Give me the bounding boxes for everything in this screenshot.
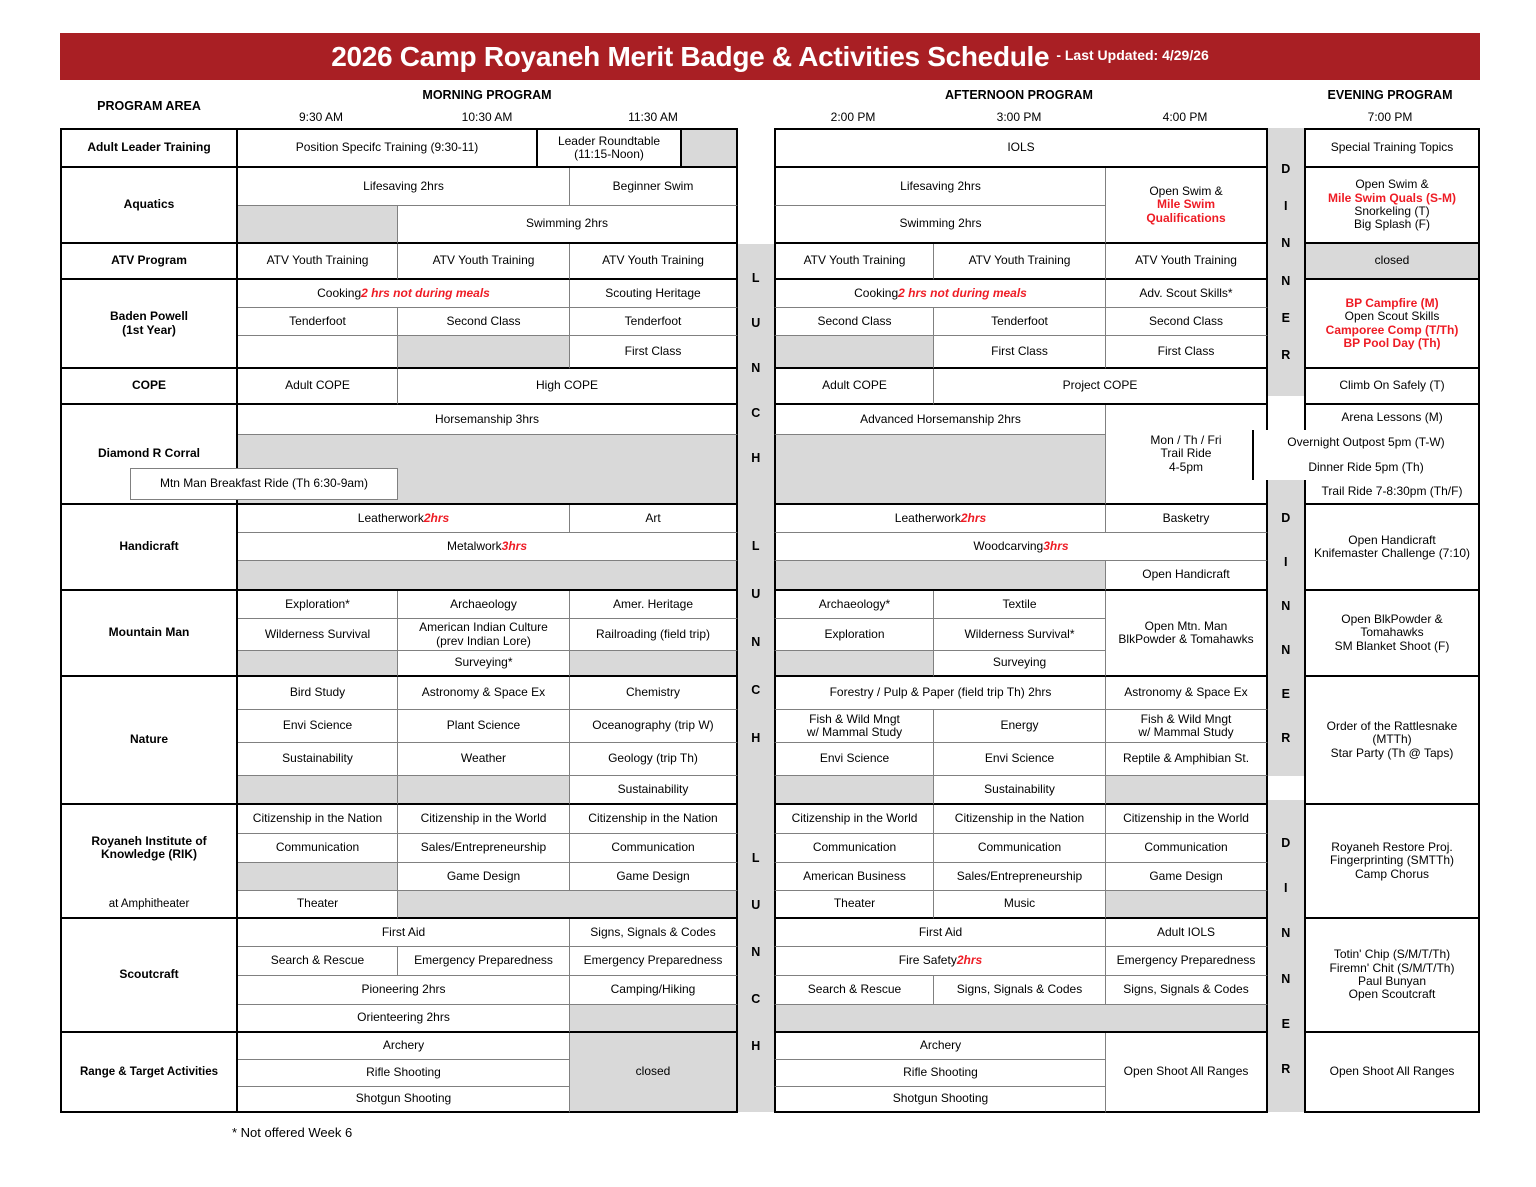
row-label-baden-powell: Baden Powell (1st Year) <box>60 280 238 369</box>
handicraft-evening-activities: Open Handicraft Knifemaster Challenge (7:10) <box>1304 505 1480 591</box>
bp-afternoon-first-class-1: First Class <box>934 336 1106 369</box>
header-time-200pm: 2:00 PM <box>830 110 876 124</box>
alt-morning-closed-cell <box>682 128 738 168</box>
cope-morning-adult: Adult COPE <box>238 369 398 405</box>
row-label-rik-amphitheater: at Amphitheater <box>60 891 238 919</box>
cope-morning-high: High COPE <box>398 369 738 405</box>
handicraft-afternoon-woodcarving: Woodcarving 3hrs <box>774 533 1268 561</box>
handicraft-afternoon-open-handicraft: Open Handicraft <box>1106 561 1268 591</box>
rik-afternoon-citizenship-nation: Citizenship in the Nation <box>934 805 1106 834</box>
aquatics-morning-closed-cell <box>238 206 398 244</box>
range-evening-open-shoot: Open Shoot All Ranges <box>1304 1033 1480 1113</box>
range-morning-archery: Archery <box>238 1033 570 1060</box>
header-time-700pm: 7:00 PM <box>1367 110 1413 124</box>
rik-morning-communication-2: Communication <box>570 834 738 863</box>
bp-morning-cooking: Cooking 2 hrs not during meals <box>238 280 570 308</box>
range-afternoon-shotgun: Shotgun Shooting <box>774 1087 1106 1113</box>
header-time-400pm: 4:00 PM <box>1162 110 1208 124</box>
range-afternoon-open-shoot: Open Shoot All Ranges <box>1106 1033 1268 1113</box>
aquatics-afternoon-open-swim: Open Swim & Mile Swim Qualifications <box>1106 168 1268 244</box>
handicraft-morning-leatherwork: Leatherwork 2hrs <box>238 505 570 533</box>
bp-afternoon-cooking: Cooking 2 hrs not during meals <box>774 280 1106 308</box>
row-label-cope: COPE <box>60 369 238 405</box>
range-afternoon-rifle: Rifle Shooting <box>774 1060 1106 1087</box>
cope-afternoon-project: Project COPE <box>934 369 1268 405</box>
nature-afternoon-sustainability: Sustainability <box>934 776 1106 805</box>
handicraft-morning-metalwork: Metalwork 3hrs <box>238 533 738 561</box>
range-afternoon-archery: Archery <box>774 1033 1106 1060</box>
aquatics-afternoon-lifesaving: Lifesaving 2hrs <box>774 168 1106 206</box>
alt-morning-leader-roundtable: Leader Roundtable (11:15-Noon) <box>538 128 682 168</box>
mtnman-morning-surveying: Surveying* <box>398 651 570 677</box>
rik-morning-citizenship-world: Citizenship in the World <box>398 805 570 834</box>
bp-afternoon-tenderfoot: Tenderfoot <box>934 308 1106 336</box>
bp-morning-scouting-heritage: Scouting Heritage <box>570 280 738 308</box>
diamondr-evening-trail-ride: Trail Ride 7-8:30pm (Th/F) <box>1304 480 1480 505</box>
mtnman-morning-amer-heritage: Amer. Heritage <box>570 591 738 619</box>
handicraft-afternoon-basketry: Basketry <box>1106 505 1268 533</box>
rik-afternoon-communication-3: Communication <box>1106 834 1268 863</box>
nature-morning-chemistry: Chemistry <box>570 677 738 710</box>
nature-afternoon-closed-cell-1 <box>774 776 934 805</box>
header-time-1130am: 11:30 AM <box>628 110 678 124</box>
rik-morning-communication-1: Communication <box>238 834 398 863</box>
rik-afternoon-game-design: Game Design <box>1106 863 1268 891</box>
scoutcraft-morning-emergency-prep-1: Emergency Preparedness <box>398 947 570 976</box>
bp-morning-empty <box>238 336 398 369</box>
diamondr-evening-dinner-ride: Dinner Ride 5pm (Th) <box>1252 455 1480 480</box>
cope-afternoon-adult: Adult COPE <box>774 369 934 405</box>
nature-afternoon-astronomy: Astronomy & Space Ex <box>1106 677 1268 710</box>
nature-afternoon-reptile-amphibian: Reptile & Amphibian St. <box>1106 743 1268 776</box>
mtnman-morning-railroading: Railroading (field trip) <box>570 619 738 651</box>
nature-morning-closed-cell-2 <box>398 776 570 805</box>
bp-afternoon-first-class-2: First Class <box>1106 336 1268 369</box>
mtnman-morning-closed-cell-2 <box>570 651 738 677</box>
bp-afternoon-second-class-1: Second Class <box>774 308 934 336</box>
aquatics-morning-beginner-swim: Beginner Swim <box>570 168 738 206</box>
mtnman-afternoon-closed-cell <box>774 651 934 677</box>
mtnman-morning-closed-cell-1 <box>238 651 398 677</box>
mtnman-afternoon-open-mtn-man: Open Mtn. Man BlkPowder & Tomahawks <box>1106 591 1268 677</box>
row-label-aquatics: Aquatics <box>60 168 238 244</box>
aquatics-morning-lifesaving: Lifesaving 2hrs <box>238 168 570 206</box>
row-label-rik: Royaneh Institute of Knowledge (RIK) <box>60 805 238 891</box>
nature-morning-geology: Geology (trip Th) <box>570 743 738 776</box>
rik-morning-game-design-1: Game Design <box>398 863 570 891</box>
atv-afternoon-2: ATV Youth Training <box>934 244 1106 280</box>
row-label-atv-program: ATV Program <box>60 244 238 280</box>
rik-afternoon-citizenship-world-1: Citizenship in the World <box>774 805 934 834</box>
header-morning-program: MORNING PROGRAM <box>422 88 552 102</box>
scoutcraft-afternoon-search-rescue: Search & Rescue <box>774 976 934 1005</box>
rik-morning-game-design-2: Game Design <box>570 863 738 891</box>
scoutcraft-afternoon-emergency-prep: Emergency Preparedness <box>1106 947 1268 976</box>
rik-afternoon-communication-2: Communication <box>934 834 1106 863</box>
handicraft-morning-art: Art <box>570 505 738 533</box>
nature-morning-oceanography: Oceanography (trip W) <box>570 710 738 743</box>
lunch-divider-3: L U N C H <box>738 792 774 1112</box>
nature-morning-envi-science: Envi Science <box>238 710 398 743</box>
header-evening-program: EVENING PROGRAM <box>1327 88 1453 102</box>
mtnman-afternoon-textile: Textile <box>934 591 1106 619</box>
scoutcraft-evening-activities: Totin' Chip (S/M/T/Th) Firemn' Chit (S/M/T/Th) Paul Bunyan Open Scoutcraft <box>1304 919 1480 1033</box>
scoutcraft-morning-signs-signals: Signs, Signals & Codes <box>570 919 738 947</box>
schedule-grid <box>60 128 1480 1113</box>
row-label-adult-leader-training: Adult Leader Training <box>60 128 238 168</box>
header-time-300pm: 3:00 PM <box>996 110 1042 124</box>
scoutcraft-morning-orienteering: Orienteering 2hrs <box>238 1005 570 1033</box>
nature-morning-sustainability-2: Sustainability <box>570 776 738 805</box>
bp-evening-activities: BP Campfire (M) Open Scout Skills Camporee Comp (T/Th) BP Pool Day (Th) <box>1304 280 1480 369</box>
diamondr-morning-horsemanship: Horsemanship 3hrs <box>238 405 738 435</box>
rik-evening-activities: Royaneh Restore Proj. Fingerprinting (SMTTh) Camp Chorus <box>1304 805 1480 919</box>
aquatics-afternoon-swimming: Swimming 2hrs <box>774 206 1106 244</box>
scoutcraft-afternoon-signs-signals-2: Signs, Signals & Codes <box>1106 976 1268 1005</box>
rik-afternoon-closed-cell <box>1106 891 1268 919</box>
bp-morning-closed-cell <box>398 336 570 369</box>
mtnman-morning-wilderness-survival: Wilderness Survival <box>238 619 398 651</box>
atv-afternoon-3: ATV Youth Training <box>1106 244 1268 280</box>
page-title: 2026 Camp Royaneh Merit Badge & Activities Schedule <box>331 40 1050 72</box>
atv-morning-2: ATV Youth Training <box>398 244 570 280</box>
alt-afternoon-iols: IOLS <box>774 128 1268 168</box>
mtnman-afternoon-archaeology: Archaeology* <box>774 591 934 619</box>
rik-morning-citizenship-nation-1: Citizenship in the Nation <box>238 805 398 834</box>
rik-afternoon-american-business: American Business <box>774 863 934 891</box>
scoutcraft-morning-camping-hiking: Camping/Hiking <box>570 976 738 1005</box>
bp-afternoon-adv-scout-skills: Adv. Scout Skills* <box>1106 280 1268 308</box>
nature-afternoon-forestry: Forestry / Pulp & Paper (field trip Th) 2hrs <box>774 677 1106 710</box>
rik-afternoon-theater: Theater <box>774 891 934 919</box>
dinner-divider-3: D I N N E R <box>1268 800 1304 1112</box>
bp-morning-tenderfoot-1: Tenderfoot <box>238 308 398 336</box>
footnote-not-offered: * Not offered Week 6 <box>232 1125 353 1140</box>
nature-morning-closed-cell-1 <box>238 776 398 805</box>
scoutcraft-afternoon-closed-cell <box>774 1005 1268 1033</box>
nature-morning-weather: Weather <box>398 743 570 776</box>
scoutcraft-morning-pioneering: Pioneering 2hrs <box>238 976 570 1005</box>
cope-evening-climb-on-safely: Climb On Safely (T) <box>1304 369 1480 405</box>
row-label-nature: Nature <box>60 677 238 805</box>
header-program-area: PROGRAM AREA <box>97 99 201 113</box>
bp-afternoon-second-class-2: Second Class <box>1106 308 1268 336</box>
rik-morning-theater: Theater <box>238 891 398 919</box>
diamondr-mtn-man-breakfast-ride: Mtn Man Breakfast Ride (Th 6:30-9am) <box>130 468 398 500</box>
aquatics-evening-activities: Open Swim & Mile Swim Quals (S-M) Snorkeling (T) Big Splash (F) <box>1304 168 1480 244</box>
scoutcraft-afternoon-adult-iols: Adult IOLS <box>1106 919 1268 947</box>
row-label-handicraft: Handicraft <box>60 505 238 591</box>
mtnman-morning-exploration: Exploration* <box>238 591 398 619</box>
atv-evening-closed: closed <box>1304 244 1480 280</box>
nature-morning-plant-science: Plant Science <box>398 710 570 743</box>
mtnman-morning-archaeology: Archaeology <box>398 591 570 619</box>
scoutcraft-afternoon-signs-signals-1: Signs, Signals & Codes <box>934 976 1106 1005</box>
mtnman-evening-activities: Open BlkPowder & Tomahawks SM Blanket Shoot (F) <box>1304 591 1480 677</box>
row-label-mountain-man: Mountain Man <box>60 591 238 677</box>
document-title-bar <box>60 33 1480 80</box>
scoutcraft-afternoon-first-aid: First Aid <box>774 919 1106 947</box>
header-afternoon-program: AFTERNOON PROGRAM <box>945 88 1093 102</box>
row-label-range-target: Range & Target Activities <box>60 1033 238 1113</box>
nature-morning-sustainability: Sustainability <box>238 743 398 776</box>
alt-morning-position-training: Position Specifc Training (9:30-11) <box>238 128 538 168</box>
rik-afternoon-sales-entrepreneurship: Sales/Entrepreneurship <box>934 863 1106 891</box>
diamondr-afternoon-adv-horsemanship: Advanced Horsemanship 2hrs <box>774 405 1106 435</box>
bp-morning-second-class: Second Class <box>398 308 570 336</box>
scoutcraft-morning-search-rescue: Search & Rescue <box>238 947 398 976</box>
rik-morning-closed-cell <box>238 863 398 891</box>
last-updated-label: - Last Updated: 4/29/26 <box>1056 47 1209 63</box>
atv-morning-1: ATV Youth Training <box>238 244 398 280</box>
range-morning-rifle: Rifle Shooting <box>238 1060 570 1087</box>
range-morning-shotgun: Shotgun Shooting <box>238 1087 570 1113</box>
aquatics-morning-swimming: Swimming 2hrs <box>398 206 738 244</box>
rik-morning-closed-cell-2 <box>398 891 738 919</box>
rik-morning-sales-entrepreneurship: Sales/Entrepreneurship <box>398 834 570 863</box>
mtnman-afternoon-wilderness-survival: Wilderness Survival* <box>934 619 1106 651</box>
diamondr-afternoon-closed-cell <box>774 435 1106 505</box>
handicraft-afternoon-leatherwork: Leatherwork 2hrs <box>774 505 1106 533</box>
rik-afternoon-communication-1: Communication <box>774 834 934 863</box>
dinner-divider-2: D I N N E R <box>1268 480 1304 776</box>
row-label-scoutcraft: Scoutcraft <box>60 919 238 1033</box>
atv-morning-3: ATV Youth Training <box>570 244 738 280</box>
scoutcraft-morning-first-aid: First Aid <box>238 919 570 947</box>
scoutcraft-afternoon-fire-safety: Fire Safety 2hrs <box>774 947 1106 976</box>
nature-afternoon-energy: Energy <box>934 710 1106 743</box>
scoutcraft-morning-emergency-prep-2: Emergency Preparedness <box>570 947 738 976</box>
diamondr-evening-overnight-outpost: Overnight Outpost 5pm (T-W) <box>1252 430 1480 455</box>
nature-afternoon-envi-science-1: Envi Science <box>774 743 934 776</box>
rik-morning-citizenship-nation-2: Citizenship in the Nation <box>570 805 738 834</box>
rik-afternoon-music: Music <box>934 891 1106 919</box>
mtnman-afternoon-exploration: Exploration <box>774 619 934 651</box>
nature-afternoon-closed-cell-2 <box>1106 776 1268 805</box>
dinner-divider-1: D I N N E R <box>1268 128 1304 396</box>
scoutcraft-morning-closed-cell <box>570 1005 738 1033</box>
bp-morning-tenderfoot-2: Tenderfoot <box>570 308 738 336</box>
rik-afternoon-citizenship-world-2: Citizenship in the World <box>1106 805 1268 834</box>
alt-evening-special-training: Special Training Topics <box>1304 128 1480 168</box>
nature-afternoon-fish-wild-1: Fish & Wild Mngt w/ Mammal Study <box>774 710 934 743</box>
header-time-930am: 9:30 AM <box>298 110 344 124</box>
range-morning-closed: closed <box>570 1033 738 1113</box>
nature-afternoon-envi-science-2: Envi Science <box>934 743 1106 776</box>
nature-evening-activities: Order of the Rattlesnake (MTTh) Star Party (Th @ Taps) <box>1304 677 1480 805</box>
lunch-divider-1: L U N C H <box>738 244 774 492</box>
nature-morning-astronomy: Astronomy & Space Ex <box>398 677 570 710</box>
handicraft-afternoon-closed-cell <box>774 561 1106 591</box>
handicraft-morning-closed-cell <box>238 561 738 591</box>
bp-afternoon-closed-cell <box>774 336 934 369</box>
atv-afternoon-1: ATV Youth Training <box>774 244 934 280</box>
nature-morning-bird-study: Bird Study <box>238 677 398 710</box>
diamondr-afternoon-trail-ride: Mon / Th / Fri Trail Ride 4-5pm <box>1106 405 1268 505</box>
mtnman-afternoon-surveying: Surveying <box>934 651 1106 677</box>
diamondr-evening-arena-lessons: Arena Lessons (M) <box>1304 405 1480 430</box>
mtnman-morning-american-indian-culture: American Indian Culture (prev Indian Lore) <box>398 619 570 651</box>
header-time-1030am: 10:30 AM <box>461 110 513 124</box>
bp-morning-first-class: First Class <box>570 336 738 369</box>
lunch-divider-2: L U N C H <box>738 492 774 792</box>
nature-afternoon-fish-wild-2: Fish & Wild Mngt w/ Mammal Study <box>1106 710 1268 743</box>
row-label-diamond-r-corral: Diamond R Corral <box>60 405 238 505</box>
